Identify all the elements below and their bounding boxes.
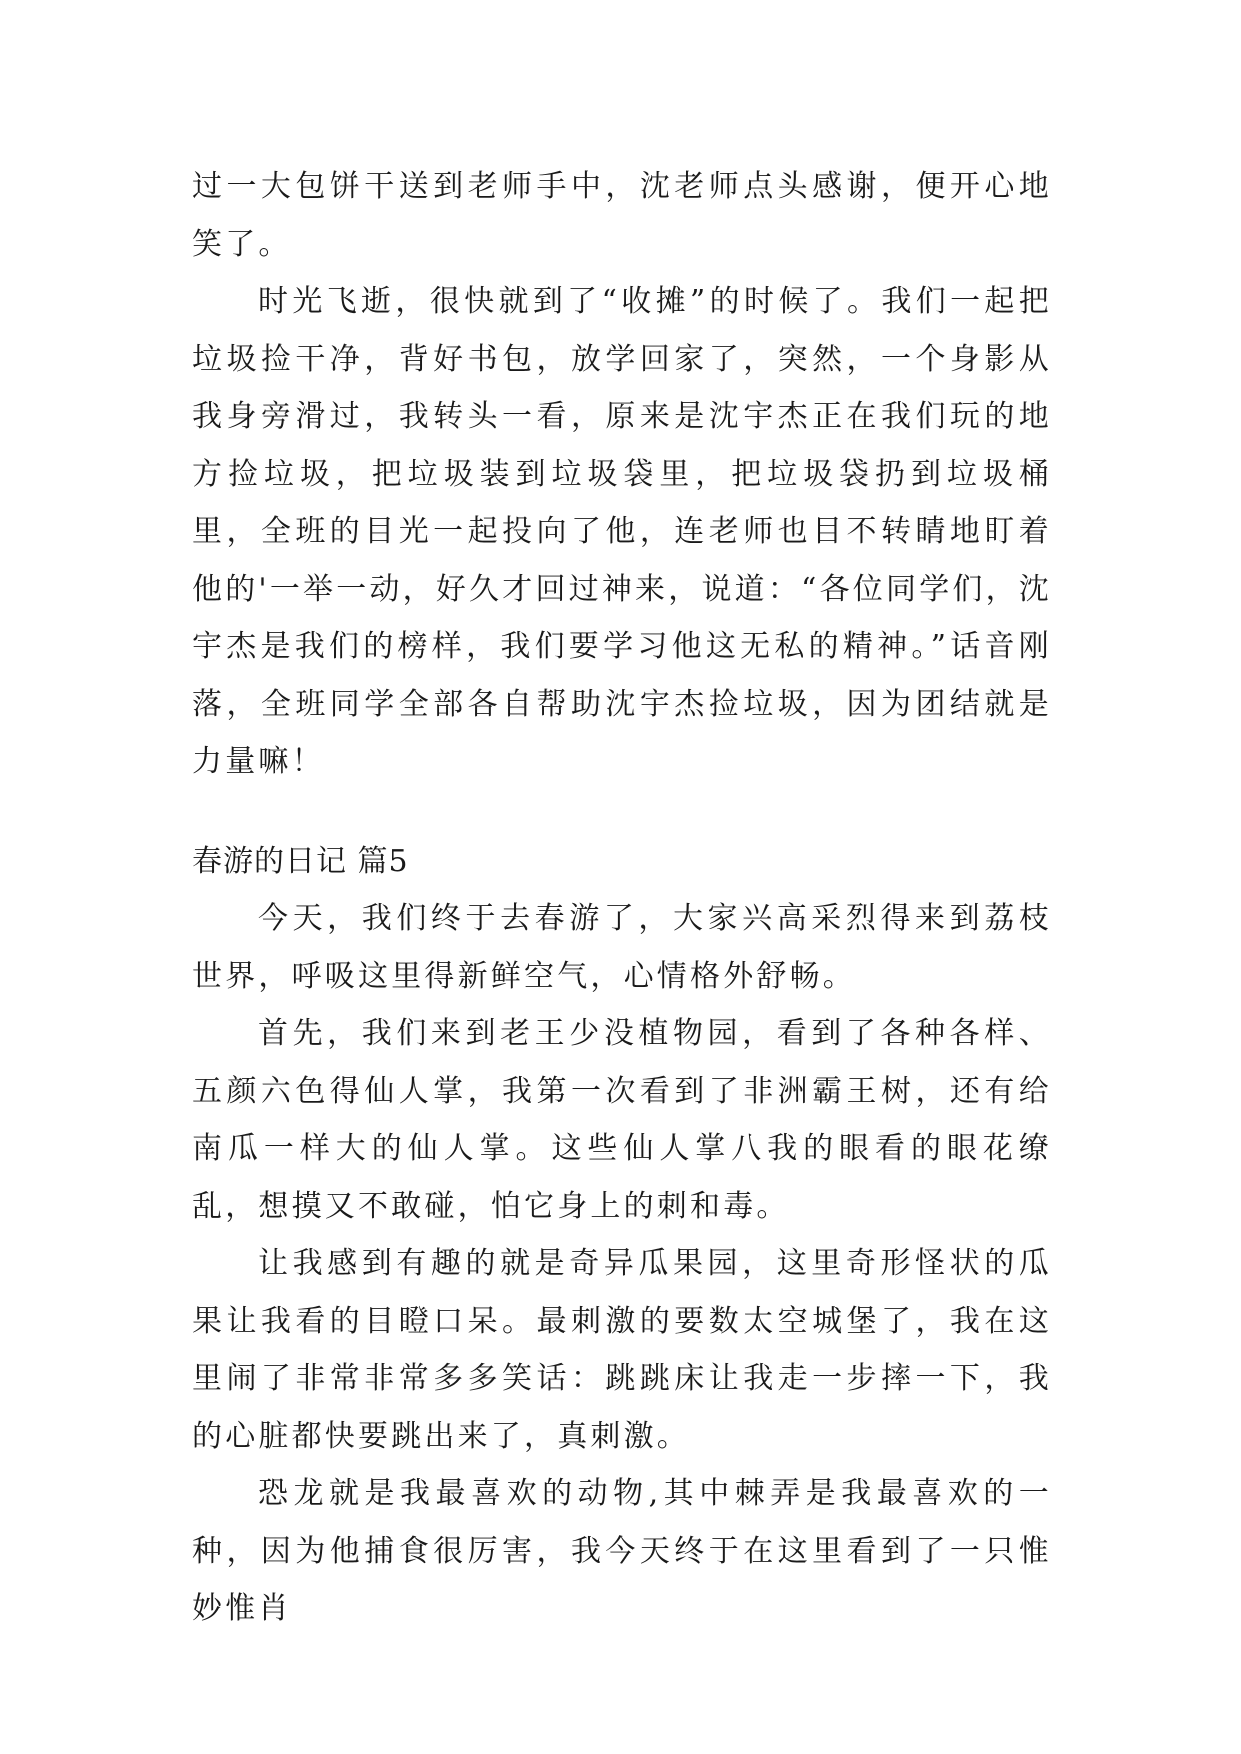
paragraph-cleanup: 时光飞逝，很快就到了“收摊”的时候了。我们一起把垃圾捡干净，背好书包，放学回家了，突然，一个身影从我身旁滑过，我转头一看，原来是沈宇杰正在我们玩的地方捡垃圾，把垃圾装到垃圾袋里，把垃圾袋扔到垃圾桶里，全班的目光一起投向了他，连老师也目不转睛地盯着他的'一举一动，好久才回过神来，说道：“各位同学们，沈宇杰是我们的榜样，我们要学习他这无私的精神。”话音刚落，全班同学全部各自帮助沈宇杰捡垃圾，因为团结就是力量嘛！ (192, 284, 1052, 779)
paragraph-fruit-garden: 让我感到有趣的就是奇异瓜果园，这里奇形怪状的瓜果让我看的目瞪口呆。最刺激的要数太空城堡了，我在这里闹了非常非常多多笑话：跳跳床让我走一步摔一下，我的心脏都快要跳出来了，真刺激。 (192, 1246, 1052, 1454)
paragraph-continuation: 过一大包饼干送到老师手中，沈老师点头感谢，便开心地笑了。 (192, 169, 1052, 262)
paragraph-botanical-garden: 首先，我们来到老王少没植物园，看到了各种各样、五颜六色得仙人掌，我第一次看到了非洲霸王树，还有给南瓜一样大的仙人掌。这些仙人掌八我的眼看的眼花缭乱，想摸又不敢碰，怕它身上的刺和毒。 (192, 1016, 1052, 1224)
document-body (192, 158, 1052, 1638)
paragraph-intro: 今天，我们终于去春游了，大家兴高采烈得来到荔枝世界，呼吸这里得新鲜空气，心情格外舒畅。 (192, 901, 1052, 994)
section-title: 春游的日记 篇5 (192, 843, 409, 879)
paragraph-dinosaur: 恐龙就是我最喜欢的动物,其中棘弄是我最喜欢的一种，因为他捕食很厉害，我今天终于在这里看到了一只惟妙惟肖 (192, 1476, 1052, 1626)
